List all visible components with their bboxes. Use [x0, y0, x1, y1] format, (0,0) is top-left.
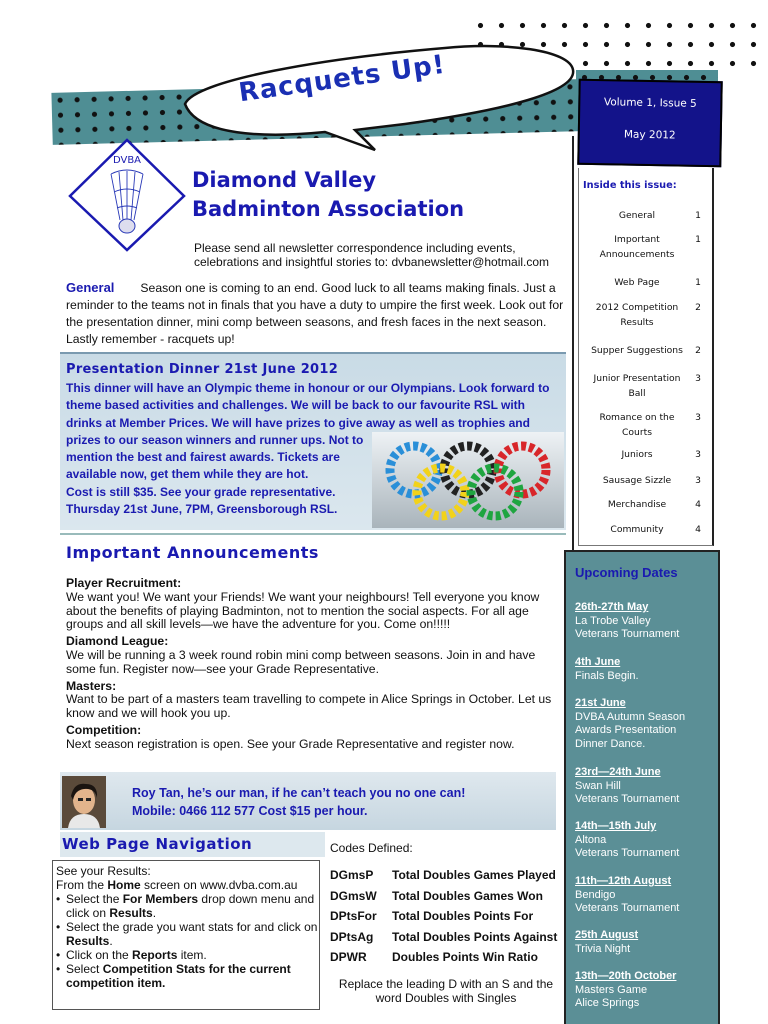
upcoming-item [575, 929, 719, 956]
web-step-text: Select the [66, 892, 123, 906]
upcoming-item [575, 875, 719, 916]
organisation-name-line1: Diamond Valley [192, 168, 377, 192]
code-row [330, 909, 557, 930]
upcoming-line: Swan Hill [575, 779, 621, 792]
toc-item-name: Romance on the Courts [599, 412, 675, 438]
toc-item-page: 1 [695, 277, 701, 288]
upcoming-date: 4th June [575, 656, 621, 668]
newsletter-title: Racquets Up! [236, 49, 448, 109]
code-row [330, 950, 557, 971]
codes-table [330, 868, 557, 971]
code-abbrev: DGmsW [330, 888, 377, 903]
toc-item-name: Junior Presentation Ball [593, 373, 681, 399]
web-step [56, 892, 318, 920]
upcoming-line: Dinner Dance. [575, 737, 646, 750]
web-step-bold: Results [109, 906, 153, 920]
presentation-paragraph-1: This dinner will have an Olympic theme in honour or our Olympians. Look forward to theme based activities and challenges. We will be back to our favourite RSL with drinks at Member Prices. We will have prizes to give away as well as trophies and [66, 381, 550, 430]
upcoming-line: Awards Presentation [575, 724, 677, 736]
web-intro-2 [56, 878, 318, 892]
toc-item-name: Supper Suggestions [591, 345, 683, 356]
code-abbrev: DPtsFor [330, 909, 377, 923]
toc-item [587, 232, 713, 262]
web-intro-2-text-end: screen on www.dvba.com.au [140, 878, 298, 892]
web-step-text: . [109, 934, 113, 948]
code-row [330, 868, 557, 889]
code-abbrev: DGmsP [330, 868, 374, 882]
toc-item-name: 2012 Competition Results [595, 302, 679, 328]
olympic-shuttlecock-rings-image [372, 432, 564, 528]
upcoming-item [575, 766, 719, 807]
announcement-heading: Diamond League: [66, 634, 169, 649]
coach-photo [62, 776, 106, 828]
upcoming-title: Upcoming Dates [575, 565, 678, 580]
web-step-bold: For Members [122, 892, 199, 906]
announcement-text: Want to be part of a masters team travelling to compete in Alice Springs in October. Let us know and we will hook you up. [66, 692, 552, 721]
web-step-text: Select the grade you want stats for and click on [66, 920, 318, 934]
coach-text [132, 784, 465, 820]
upcoming-date: 14th—15th July [575, 820, 657, 832]
coach-contact: Mobile: 0466 112 577 Cost $15 per hour. [132, 804, 368, 818]
code-abbrev: DPWR [330, 950, 367, 964]
toc-item [587, 473, 713, 488]
web-intro-1: See your Results: [56, 864, 151, 878]
upcoming-line: Trivia Night [575, 942, 631, 955]
toc-item [587, 275, 713, 290]
issue-volume: Volume 1, Issue 5 [603, 96, 697, 110]
upcoming-date: 23rd—24th June [575, 766, 661, 778]
upcoming-line: Finals Begin. [575, 669, 639, 682]
toc-item-name: General [618, 210, 656, 221]
upcoming-line: Veterans Tournament [575, 902, 680, 914]
section-divider [60, 533, 566, 535]
web-step-text: item. [177, 948, 207, 962]
web-step-bold: Competition Stats for the current competition item. [66, 962, 291, 990]
upcoming-line: Bendigo [575, 888, 616, 901]
upcoming-line: Veterans Tournament [575, 847, 680, 859]
upcoming-date: 26th-27th May [575, 601, 649, 613]
upcoming-item [575, 601, 719, 642]
issue-date: May 2012 [623, 128, 676, 142]
toc-item-page: 4 [695, 499, 701, 510]
general-section [66, 279, 566, 348]
toc-item-name: Web Page [614, 277, 660, 288]
code-desc: Total Doubles Points Against [392, 929, 558, 944]
issue-box [577, 79, 722, 168]
upcoming-line: Veterans Tournament [575, 793, 680, 805]
upcoming-line: Alice Springs [575, 997, 640, 1009]
web-page-navigation-title: Web Page Navigation [60, 832, 325, 857]
toc-item-page: 1 [695, 210, 701, 221]
toc-item-page: 3 [695, 373, 701, 384]
logo-text: DVBA [112, 155, 142, 166]
toc-item-name: Sausage Sizzle [602, 475, 672, 486]
announcement-text: We want you! We want your Friends! We want your neighbours! Tell everyone you know about the benefits of playing Badminton, not to mention the social aspects. For all age groups and all skill levels—we have the adventure for you. Come on!!!!! [66, 589, 540, 632]
toc-item [587, 300, 713, 330]
web-step-text: drop down menu and click on [66, 892, 315, 920]
code-row [330, 889, 557, 910]
web-intro-2-bold: Home [107, 878, 141, 892]
upcoming-date: 21st June [575, 697, 626, 709]
presentation-when-where: Thursday 21st June, 7PM, Greensborough RSL. [66, 502, 338, 517]
toc-item-page: 2 [695, 302, 701, 313]
upcoming-date: 13th—20th October [575, 970, 677, 982]
coach-slogan: Roy Tan, he’s our man, if he can’t teach you no one can! [132, 786, 466, 800]
web-step-text: . [152, 906, 157, 920]
web-step [56, 920, 318, 948]
toc-item-name: Juniors [621, 449, 653, 460]
web-step-text: Select [66, 962, 103, 976]
toc-item-page: 2 [695, 345, 701, 356]
inside-title: Inside this issue: [583, 180, 677, 191]
coach-advert [60, 772, 556, 830]
announcement-heading: Competition: [66, 722, 142, 737]
toc-item [587, 447, 713, 462]
web-step [56, 948, 318, 962]
presentation-cost: Cost is still $35. See your grade representative. [66, 484, 336, 499]
code-desc: Total Doubles Games Played [392, 868, 556, 882]
announcement-text: We will be running a 3 week round robin mini comp between seasons. Join in and have some fun. Register now—see your Grade Representative. [66, 647, 536, 676]
web-step-text: Click on the [66, 948, 133, 962]
toc-item [587, 410, 713, 440]
announcement-heading: Player Recruitment: [66, 576, 182, 590]
upcoming-line: La Trobe Valley [575, 614, 651, 627]
dvba-logo [66, 136, 188, 252]
upcoming-item [575, 697, 719, 751]
code-desc: Total Doubles Games Won [392, 888, 543, 903]
toc-item-name: Important Announcements [599, 234, 675, 260]
upcoming-line: Altona [575, 833, 607, 846]
organisation-name-line2: Badminton Association [192, 197, 465, 221]
code-abbrev: DPtsAg [330, 929, 374, 944]
upcoming-line: Masters Game [575, 983, 648, 996]
announcement-text: Next season registration is open. See your Grade Representative and register now. [66, 736, 515, 751]
general-text: Season one is coming to an end. Good luck to all teams making finals. Just a reminder to the teams not in finals that you have a duty to umpire the first week. Look out for the presentation dinner, mini comp between seasons, and fresh faces in the next season. Lastly remember - racquets up! [66, 281, 564, 346]
toc-item-name: Community [610, 524, 664, 535]
upcoming-line: Veterans Tournament [575, 628, 680, 640]
correspondence-note: Please send all newsletter correspondence including events, celebrations and insightful stories to: dvbanewsletter@hotmail.com [194, 241, 550, 269]
presentation-title: Presentation Dinner 21st June 2012 [66, 362, 339, 377]
upcoming-date: 25th August [575, 929, 639, 941]
web-steps-list [56, 892, 318, 990]
web-step-bold: Reports [132, 948, 178, 962]
toc-item-page: 4 [695, 524, 701, 535]
code-desc: Total Doubles Points For [392, 909, 534, 923]
toc-item [587, 343, 713, 358]
web-step [56, 962, 318, 990]
web-intro-2-text: From the [56, 878, 108, 892]
code-row [330, 930, 557, 951]
toc-item [587, 522, 713, 537]
toc-item-page: 3 [695, 449, 701, 460]
upcoming-item [575, 820, 719, 861]
upcoming-date: 11th—12th August [575, 875, 672, 887]
web-page-navigation [56, 864, 318, 990]
important-announcements-title: Important Announcements [66, 543, 319, 562]
toc-item-name: Merchandise [607, 499, 667, 510]
codes-defined-title: Codes Defined: [330, 841, 413, 855]
codes-note: Replace the leading D with an S and the word Doubles with Singles [338, 977, 554, 1005]
toc-item [587, 497, 713, 512]
toc-item [587, 208, 713, 223]
presentation-dinner-box [60, 352, 566, 530]
announcement-heading: Masters: [66, 678, 117, 693]
toc-item-page: 3 [695, 475, 701, 486]
inside-this-issue [578, 168, 714, 546]
toc-item-page: 1 [695, 234, 701, 245]
upcoming-item [575, 970, 719, 1011]
code-desc: Doubles Points Win Ratio [392, 950, 538, 964]
upcoming-dates [564, 550, 720, 1024]
general-heading: General [66, 280, 115, 295]
upcoming-item [575, 656, 719, 683]
toc-item [587, 371, 713, 401]
presentation-paragraph-2: prizes to our season winners and runner ups. Not to mention the best and fairest awards. Tickets are available now, get them while they are hot. [66, 432, 364, 482]
important-announcements [66, 574, 560, 752]
toc-item-page: 3 [695, 412, 701, 423]
web-step-bold: Results [66, 934, 110, 948]
upcoming-line: DVBA Autumn Season [575, 710, 686, 723]
organisation-name [192, 166, 464, 224]
